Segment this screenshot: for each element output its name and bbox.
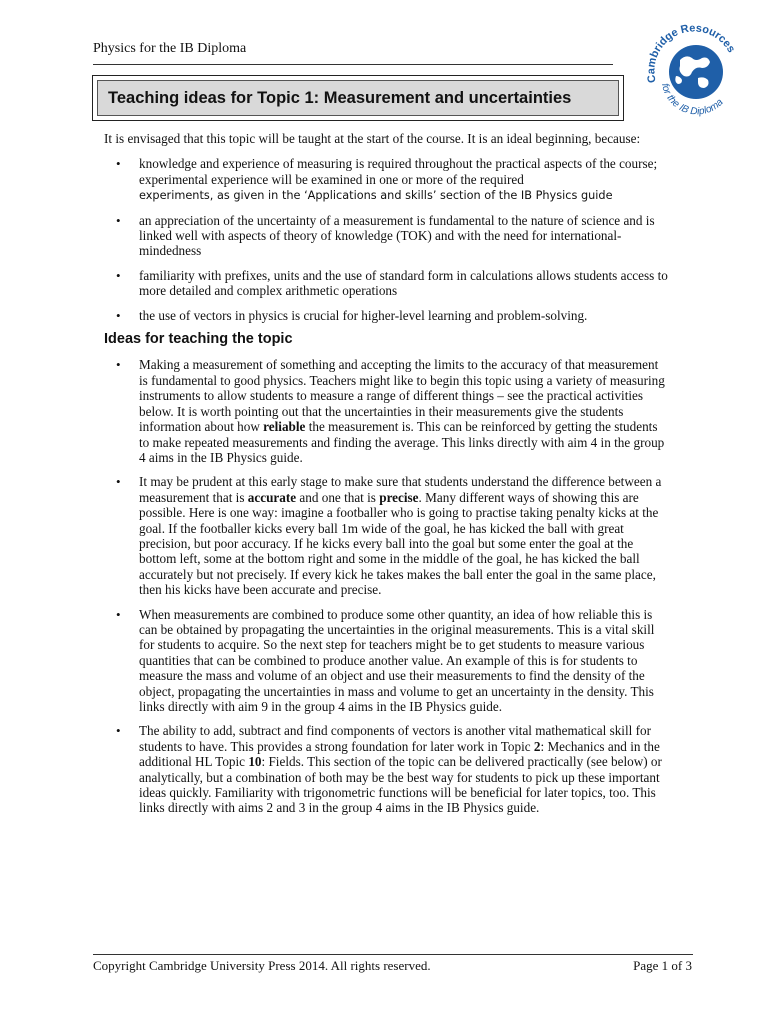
reason-3-text: familiarity with prefixes, units and the use of standard form in calculations allows students access to more detailed and complex arithmetic operations — [139, 267, 668, 299]
document-title: Teaching ideas for Topic 1: Measurement and uncertainties — [97, 80, 619, 116]
reason-1-continuation: experiments, as given in the ‘Applications and skills’ section of the IB Physics guide — [139, 189, 613, 203]
list-item — [104, 213, 669, 259]
cambridge-resources-logo — [636, 22, 746, 118]
list-item — [104, 268, 669, 299]
idea-2-text-end: . Many different ways of showing this are possible. Here is one way: imagine a footballer who is going to practise taking penalty kicks at the goal. If the footballer kicks every ball 1m wide of the goal, he has kicked the ball with great precision, but poor accuracy. If he kicks every ball into the goal but some enter the goal at the bottom left, some at the bottom right and some in the middle of the goal, he has kicked the ball accurately but not precisely. If every kick he takes makes the ball enter the goal in the same place, then his kicks have been accurate and precise. — [139, 489, 659, 598]
section-heading: Ideas for teaching the topic — [104, 331, 293, 348]
list-item — [104, 607, 669, 715]
idea-4-bold-topic2: 2 — [533, 738, 541, 754]
idea-2-text-mid: and one that is — [296, 489, 380, 505]
reason-1-text: knowledge and experience of measuring is required throughout the practical aspects of the course; experimental experience will be examined in one or more of the required — [139, 156, 658, 187]
list-item — [104, 723, 669, 815]
reason-4-text: the use of vectors in physics is crucial for higher-level learning and problem-solving. — [139, 307, 588, 323]
idea-4-text-mid: : Mechanics and in the additional HL Topic — [139, 738, 660, 770]
list-item — [104, 308, 669, 323]
idea-4-bold-topic10: 10 — [248, 754, 262, 770]
intro-paragraph: It is envisaged that this topic will be taught at the start of the course. It is an ideal beginning, because: — [104, 131, 641, 146]
copyright-notice: Copyright Cambridge University Press 2014. All rights reserved. — [93, 958, 431, 973]
title-box — [92, 75, 624, 121]
ideas-list — [104, 357, 669, 815]
header-rule — [93, 64, 613, 65]
idea-3-text: When measurements are combined to produce some other quantity, an idea of how reliable this is can be obtained by propagating the uncertainties in the original measurements. This is a vital skill for students to acquire. So the next step for teachers might be to get students to measure various quantities that can be combined to produce another value. An example of this is for students to measure the mass and volume of an object and use their measurements to find the density of the object, propagating the uncertainties in mass and volume to get an uncertainty in the density. This links directly with aim 9 in the group 4 aims in the IB Physics guide. — [139, 606, 655, 714]
idea-1-text: Making a measurement of something and accepting the limits to the accuracy of that measurement is fundamental to good physics. Teachers might like to begin this topic using a variety of measuring instruments to allow students to measure a range of different things – see the practical activities below. It is worth pointing out that the uncertainties in their measurements give the students information about how — [139, 357, 665, 435]
idea-2-text: It may be prudent at this early stage to make sure that students understand the difference between a measurement that is — [139, 474, 662, 505]
reason-2-text: an appreciation of the uncertainty of a measurement is fundamental to the nature of science and is linked well with aspects of theory of knowledge (TOK) and with the need for international-mindedness — [139, 212, 655, 259]
idea-2-bold-accurate: accurate — [247, 489, 297, 505]
svg-text:for the IB Diploma: for the IB Diploma — [659, 82, 726, 118]
main-content — [104, 131, 669, 825]
idea-4-text-end: : Fields. This section of the topic can be delivered practically (see below) or analytically, but a combination of both may be the best way for students to pick up these important ideas quickly. Familiarity with trigonometric functions will be beneficial for later topics, too. This links directly with aims 2 and 3 in the group 4 aims in the IB Physics guide. — [139, 754, 662, 816]
footer-rule — [93, 954, 693, 955]
svg-text:Cambridge Resources: Cambridge Resources — [645, 22, 738, 84]
list-item — [104, 474, 669, 597]
idea-1-bold: reliable — [263, 419, 306, 435]
idea-2-bold-precise: precise — [379, 489, 419, 505]
list-item — [104, 357, 669, 465]
reasons-list — [104, 156, 669, 323]
list-item — [104, 156, 669, 203]
idea-4-text: The ability to add, subtract and find components of vectors is another vital mathematical skill for students to have. This provides a strong foundation for later work in Topic — [139, 723, 651, 754]
globe-icon — [669, 45, 723, 99]
page-number: Page 1 of 3 — [633, 958, 692, 973]
running-header: Physics for the IB Diploma — [93, 41, 247, 56]
idea-1-text-end: the measurement is. This can be reinforced by getting the students to make repeated measurements and finding the average. This links directly with aim 4 in the group 4 aims in the IB Physics guide. — [139, 419, 665, 465]
